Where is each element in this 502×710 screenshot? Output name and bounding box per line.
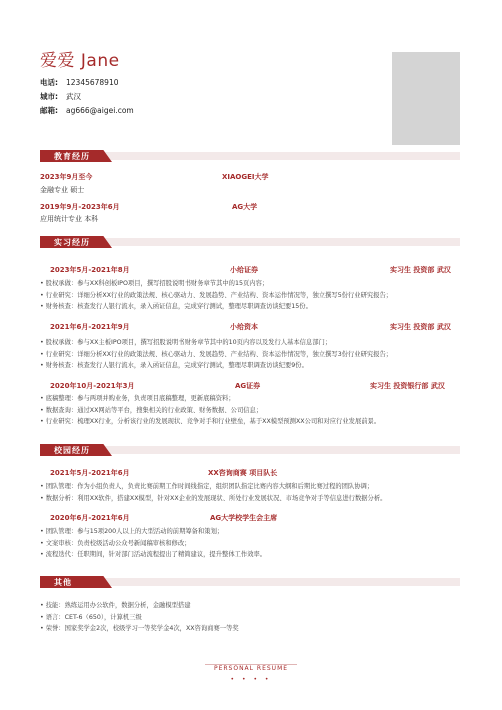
intern-position: 实习生 投资部 武汉 xyxy=(390,323,451,331)
intern-company: 小给证券 xyxy=(230,266,258,274)
campus-date: 2021年5月-2021年6月 xyxy=(50,469,130,477)
section-title: 教育经历 xyxy=(54,152,90,161)
section-other xyxy=(40,576,460,588)
phone-label: 电话: xyxy=(40,78,58,87)
bullet-item: • 数据查询：通过XX网站等平台，搜集相关的行业政策、财务数据、公司信息； xyxy=(40,406,263,414)
section-education xyxy=(40,150,460,162)
campus-date: 2020年6月-2021年6月 xyxy=(50,514,130,522)
section-campus xyxy=(40,444,460,456)
intern-company: 小给资本 xyxy=(230,323,258,331)
intern-bullets xyxy=(40,278,392,313)
intern-date: 2020年10月-2021年3月 xyxy=(50,382,135,390)
edu-school: XIAOGEI大学 xyxy=(222,173,269,181)
edu-date: 2023年9月至今 xyxy=(40,173,93,181)
bullet-item: • 数据分析：利用XX软件，搭建XX模型，针对XX企业的发展现状、所处行业发展状况、市场竞争对手等信息进行数据分析。 xyxy=(40,494,387,502)
section-title: 实习经历 xyxy=(54,238,90,247)
bullet-item: • 流程迭代：任职期间，针对部门活动流程提出了精简建议，提升整体工作效率。 xyxy=(40,551,267,558)
edu-date: 2019年9月-2023年6月 xyxy=(40,203,120,211)
bullet-item: • 股权承做：参与XX主板IPO项目，撰写招股说明书财务章节其中的10页内容以及发行人基本信息部门； xyxy=(40,339,332,346)
intern-position: 实习生 投资部 武汉 xyxy=(390,266,451,274)
campus-org: AG大学校学生会主席 xyxy=(210,514,278,522)
email-value: ag666@aigei.com xyxy=(66,106,134,115)
footer-dots: • • • • xyxy=(230,676,272,683)
email-label: 邮箱: xyxy=(40,106,58,115)
edu-detail: 应用统计专业 本科 xyxy=(40,215,99,223)
bullet-item: • 荣誉：国家奖学金2次，校级学习一等奖学金4次，XX咨询商赛一等奖 xyxy=(40,625,239,632)
edu-school: AG大学 xyxy=(232,203,258,211)
bullet-item: • 技能：熟练运用办公软件，数据分析，金融模型搭建 xyxy=(40,602,191,609)
bullet-item: • 股权承做：参与XX科创板IPO项目，撰写招股说明书财务章节其中的15页内容； xyxy=(40,280,269,287)
intern-date: 2023年5月-2021年8月 xyxy=(50,266,130,274)
section-title: 校园经历 xyxy=(54,446,90,455)
bullet-item: • 文案审核：负责校级活动公众号新闻稿审核和修改； xyxy=(40,539,191,547)
intern-bullets xyxy=(40,393,380,428)
bullet-item: • 语言：CET-6（650），计算机三级 xyxy=(40,613,142,621)
city-label: 城市: xyxy=(40,92,58,101)
bullet-item: • 行业研究：详细分析XX行业的政策法规、核心驱动力、发展趋势、产业结构、资本运作情况等，独立撰写3份行业研究报告； xyxy=(40,350,393,358)
other-bullets xyxy=(40,600,239,635)
resume-name: 爱爱 Jane xyxy=(40,51,120,71)
bullet-item: • 团队管理：作为小组负责人，负责比赛前期工作时间线指定，组织团队指定比赛内容大纲和后期比赛过程的团队协调； xyxy=(40,483,374,490)
intern-company: AG证券 xyxy=(235,382,261,390)
bullet-item: • 行业研究：详细分析XX行业的政策法规、核心驱动力、发展趋势、产业结构、资本运作情况等，独立撰写5份行业研究报告； xyxy=(40,291,393,299)
bullet-item: • 财务核查：核查发行人银行流水，录入函证信息，完成穿行测试，整理尽职调查访谈纪要15份。 xyxy=(40,303,312,310)
intern-date: 2021年6月-2021年9月 xyxy=(50,323,130,331)
edu-detail: 金融专业 硕士 xyxy=(40,186,85,194)
campus-bullets xyxy=(40,526,266,561)
phone-value: 12345678910 xyxy=(66,78,119,87)
city-value: 武汉 xyxy=(66,92,81,101)
footer-label: PERSONAL RESUME xyxy=(213,665,289,672)
bullet-item: • 底稿整理：参与两项并购业务，负责项目底稿整理，更新底稿资料； xyxy=(40,395,235,402)
contact-info xyxy=(40,76,134,118)
section-tab xyxy=(40,576,112,588)
bullet-item: • 团队管理：参与15项200人以上的大型活动的前期筹备和策划； xyxy=(40,528,224,535)
bullet-item: • 行业研究：梳理XX行业，分析该行业的发展现状、竞争对手和行业壁垒，基于XX模型预测XX公司和对应行业发展前景。 xyxy=(40,418,381,425)
section-title: 其他 xyxy=(54,578,72,587)
bullet-item: • 财务核查：核查发行人银行流水，录入函证信息，完成穿行测试，整理尽职调查访谈纪要9份。 xyxy=(40,362,308,369)
profile-photo xyxy=(392,52,460,145)
intern-position: 实习生 投资银行部 武汉 xyxy=(370,382,445,390)
campus-org: XX咨询商赛 项目队长 xyxy=(208,469,278,477)
intern-bullets xyxy=(40,337,392,372)
campus-bullets xyxy=(40,481,386,504)
section-internship xyxy=(40,236,460,248)
